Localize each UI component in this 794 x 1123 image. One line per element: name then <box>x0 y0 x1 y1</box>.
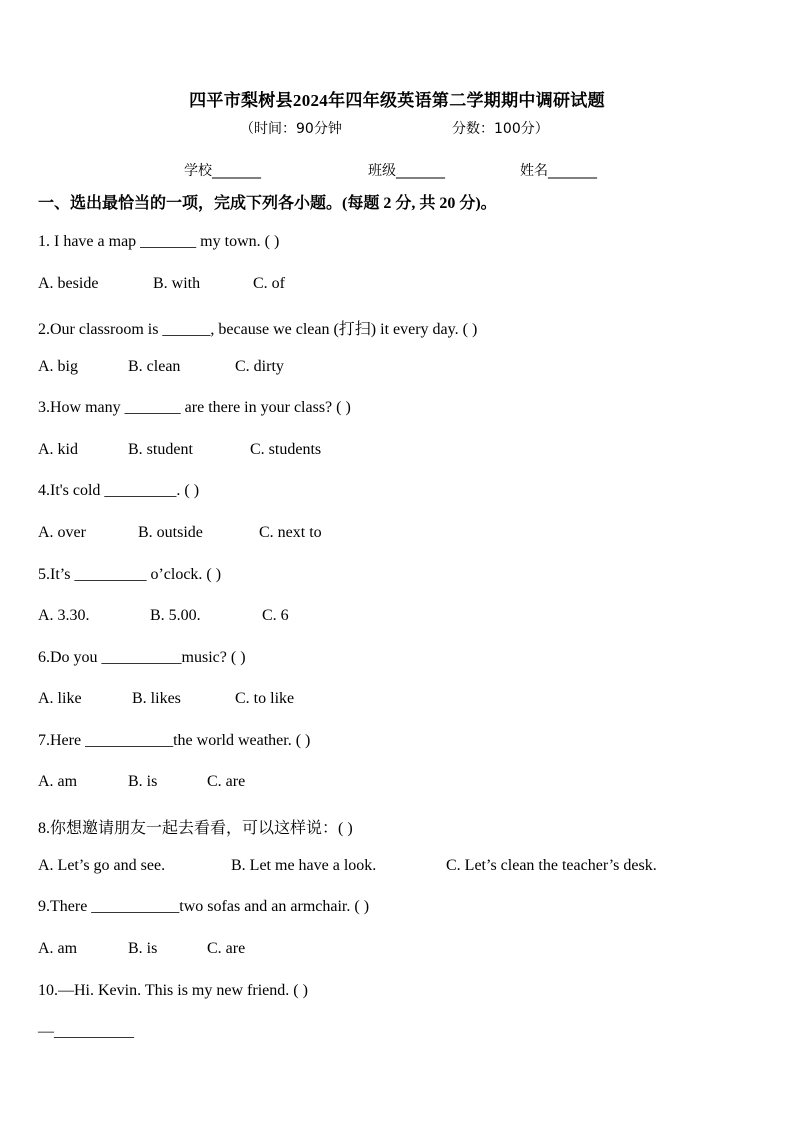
question-7: 7.Here ___________the world weather. ( ) <box>38 732 311 749</box>
option-a: A. am <box>38 940 78 957</box>
page-title: 四平市梨树县2024年四年级英语第二学期期中调研试题 <box>189 91 605 110</box>
option-b: B. is <box>128 940 158 957</box>
option-b: B. Let me have a look. <box>231 857 377 874</box>
option-a: A. Let’s go and see. <box>38 857 166 874</box>
option-c: C. students <box>250 441 322 458</box>
option-a: A. kid <box>38 441 78 458</box>
question-5: 5.It’s _________ o’clock. ( ) <box>38 566 222 583</box>
option-b: B. likes <box>132 690 181 707</box>
option-b: B. 5.00. <box>150 607 201 624</box>
option-a: A. am <box>38 773 78 790</box>
question-3: 3.How many _______ are there in your class? ( ) <box>38 399 351 416</box>
option-c: C. next to <box>259 524 322 541</box>
answer-line: —__________ <box>38 1023 134 1040</box>
question-9: 9.There ___________two sofas and an armchair. ( ) <box>38 898 370 915</box>
question-8: 8.你想邀请朋友一起去看看，可以这样说：( ) <box>38 820 353 837</box>
question-6: 6.Do you __________music? ( ) <box>38 649 246 666</box>
section-heading: 一、选出最恰当的一项，完成下列各小题。(每题 2 分, 共 20 分)。 <box>38 195 497 212</box>
name-field: 姓名_______ <box>520 163 597 179</box>
option-b: B. is <box>128 773 158 790</box>
option-a: A. beside <box>38 275 99 292</box>
option-b: B. with <box>153 275 201 292</box>
option-c: C. are <box>207 773 246 790</box>
option-c: C. to like <box>235 690 295 707</box>
option-a: A. like <box>38 690 82 707</box>
option-a: A. 3.30. <box>38 607 90 624</box>
school-field: 学校_______ <box>184 163 261 179</box>
option-c: C. dirty <box>235 358 284 375</box>
question-4: 4.It's cold _________. ( ) <box>38 482 200 499</box>
exam-score: 分数：100分） <box>452 121 549 137</box>
option-c: C. Let’s clean the teacher’s desk. <box>446 857 657 874</box>
option-c: C. are <box>207 940 246 957</box>
option-a: A. big <box>38 358 78 375</box>
question-2: 2.Our classroom is ______, because we clean (打扫) it every day. ( ) <box>38 321 478 338</box>
class-field: 班级_______ <box>368 163 445 179</box>
question-10: 10.—Hi. Kevin. This is my new friend. ( ) <box>38 982 308 999</box>
option-a: A. over <box>38 524 86 541</box>
option-b: B. student <box>128 441 193 458</box>
option-b: B. outside <box>138 524 203 541</box>
exam-time: （时间：90分钟 <box>240 121 342 137</box>
option-b: B. clean <box>128 358 181 375</box>
question-1: 1. I have a map _______ my town. ( ) <box>38 233 280 250</box>
option-c: C. 6 <box>262 607 289 624</box>
option-c: C. of <box>253 275 285 292</box>
